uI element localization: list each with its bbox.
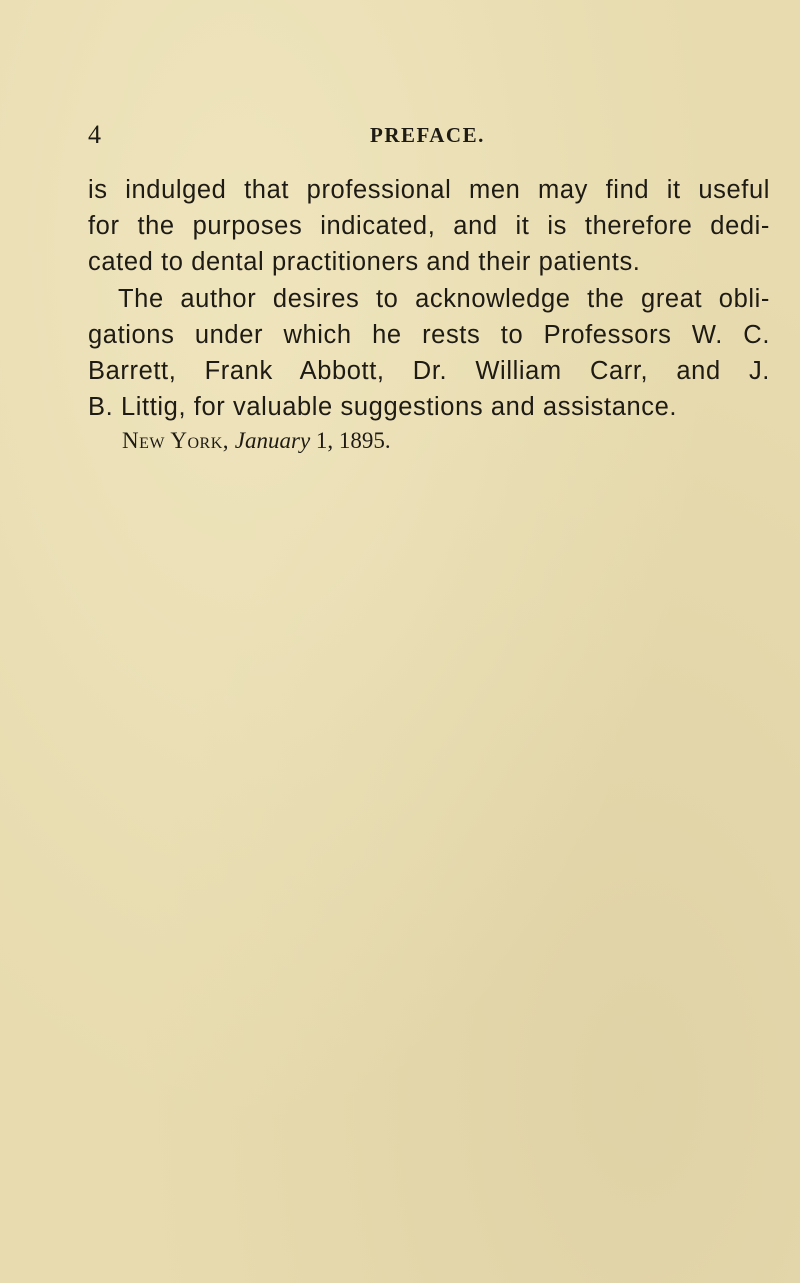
text-line: The author desires to acknowledge the great obli-: [118, 284, 770, 313]
dateline-place: New York,: [122, 428, 230, 453]
text-line: Barrett, Frank Abbott, Dr. William Carr, and J.: [88, 356, 770, 385]
page-header: [0, 118, 800, 152]
dateline-month: January: [234, 428, 311, 453]
dateline-day-year: 1, 1895.: [315, 428, 391, 453]
preface-body: [88, 172, 770, 425]
text-line: gations under which he rests to Professors W. C.: [88, 320, 770, 349]
text-line: cated to dental practitioners and their patients.: [88, 248, 641, 277]
text-line: is indulged that professional men may find it useful: [88, 176, 770, 204]
running-head: PREFACE.: [370, 123, 485, 147]
page-number: 4: [88, 120, 101, 149]
text-line: for the purposes indicated, and it is therefore dedi-: [88, 212, 770, 241]
dateline: [122, 426, 391, 456]
text-line: B. Littig, for valuable suggestions and assistance.: [88, 393, 678, 422]
